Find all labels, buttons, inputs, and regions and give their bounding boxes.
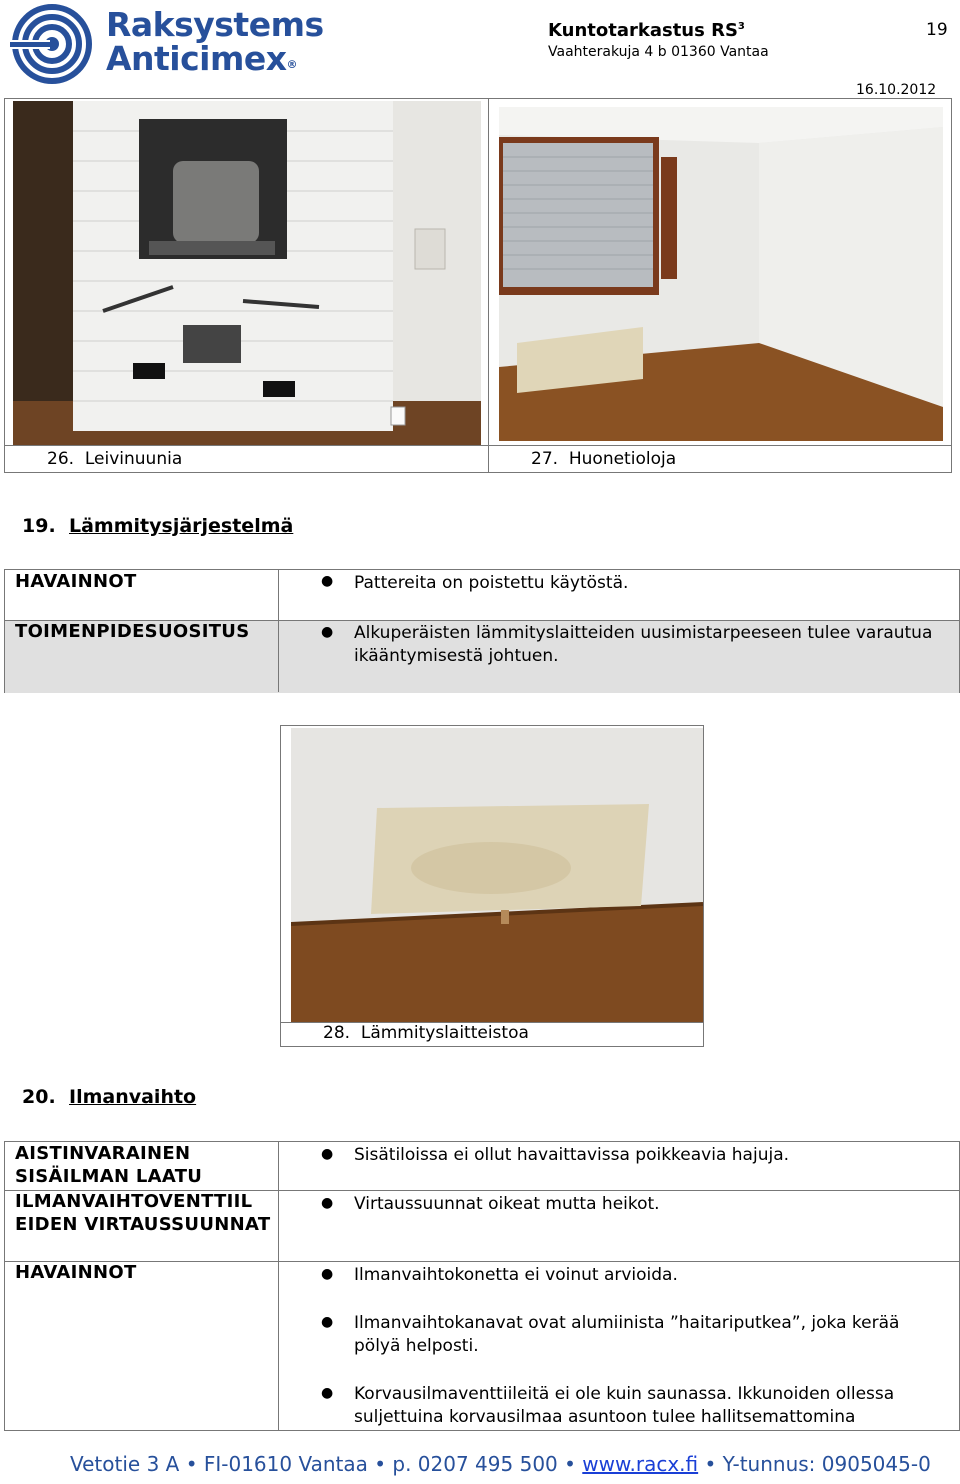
bullet-icon: ● xyxy=(321,1314,334,1330)
logo-line2: Anticimex xyxy=(106,39,287,78)
section-title: Ilmanvaihto xyxy=(69,1086,197,1108)
footer-website-link[interactable]: www.racx.fi xyxy=(582,1452,699,1476)
logo-wordmark xyxy=(106,6,324,78)
row-item: Ilmanvaihtokonetta ei voinut arvioida. xyxy=(354,1265,678,1285)
document-title: Kuntotarkastus $RS^3$ xyxy=(548,20,745,41)
bullet-icon: ● xyxy=(321,1266,334,1282)
row-label: TOIMENPIDESUOSITUS xyxy=(15,621,250,642)
bullet-icon: ● xyxy=(321,1146,334,1162)
heater-photo xyxy=(291,728,703,1022)
row-item: Sisätiloissa ei ollut havaittavissa poikkeavia hajuja. xyxy=(354,1145,790,1165)
section-20-table xyxy=(4,1141,960,1431)
property-address: Vaahterakuja 4 b 01360 Vantaa xyxy=(548,44,769,60)
bullet-icon: ● xyxy=(321,573,334,589)
photo-caption-26: 26. Leivinuunia xyxy=(47,449,183,469)
row-item: Ilmanvaihtokanavat ovat alumiinista ”haitariputkea”, joka kerää pölyä helposti. xyxy=(354,1313,900,1356)
bullet-icon: ● xyxy=(321,1385,334,1401)
row-item: Virtaussuunnat oikeat mutta heikot. xyxy=(354,1194,660,1214)
photo-box-28 xyxy=(280,725,704,1047)
section-19-table xyxy=(4,569,960,693)
section-number: 19. xyxy=(22,515,56,537)
row-item: Alkuperäisten lämmityslaitteiden uusimistarpeeseen tulee varautua ikääntymisestä johtuen. xyxy=(354,623,933,666)
report-date: 16.10.2012 xyxy=(856,82,937,98)
logo-line1: Raksystems xyxy=(106,5,324,44)
footer-separator: • xyxy=(704,1452,717,1476)
room-photo xyxy=(499,107,943,441)
title-superscript: 3 xyxy=(737,21,745,32)
page-number: 19 xyxy=(926,20,948,40)
section-20-heading xyxy=(22,1086,196,1108)
registered-mark: ® xyxy=(286,58,298,71)
footer-street: Vetotie 3 A xyxy=(70,1452,180,1476)
footer-city: FI-01610 Vantaa xyxy=(203,1452,368,1476)
spiral-logo-icon xyxy=(6,4,102,84)
company-logo xyxy=(6,4,326,86)
photo-caption-27: 27. Huonetioloja xyxy=(531,449,677,469)
section-19-heading xyxy=(22,515,293,537)
page-footer xyxy=(70,1452,931,1476)
footer-separator: • xyxy=(374,1452,387,1476)
row-label: AISTINVARAINEN SISÄILMAN LAATU xyxy=(15,1143,203,1187)
row-label: ILMANVAIHTOVENTTIIL EIDEN VIRTAUSSUUNNAT xyxy=(15,1191,271,1235)
row-label: HAVAINNOT xyxy=(15,571,137,592)
section-title: Lämmitysjärjestelmä xyxy=(69,515,294,537)
photo-row-top xyxy=(4,98,952,473)
bullet-icon: ● xyxy=(321,624,334,640)
row-label: HAVAINNOT xyxy=(15,1262,137,1283)
footer-phone: p. 0207 495 500 xyxy=(392,1452,558,1476)
photo-caption-28: 28. Lämmityslaitteistoa xyxy=(323,1023,529,1043)
footer-separator: • xyxy=(185,1452,198,1476)
footer-business-id: Y-tunnus: 0905045-0 xyxy=(722,1452,931,1476)
row-item: Pattereita on poistettu käytöstä. xyxy=(354,573,629,593)
footer-separator: • xyxy=(564,1452,576,1476)
section-number: 20. xyxy=(22,1086,56,1108)
bullet-icon: ● xyxy=(321,1195,334,1211)
row-item: Korvausilmaventtiileitä ei ole kuin saunassa. Ikkunoiden ollessa suljettuina korvausilmaa asuntoon tulee hallitsemattomina xyxy=(354,1384,895,1427)
oven-photo xyxy=(13,101,481,445)
